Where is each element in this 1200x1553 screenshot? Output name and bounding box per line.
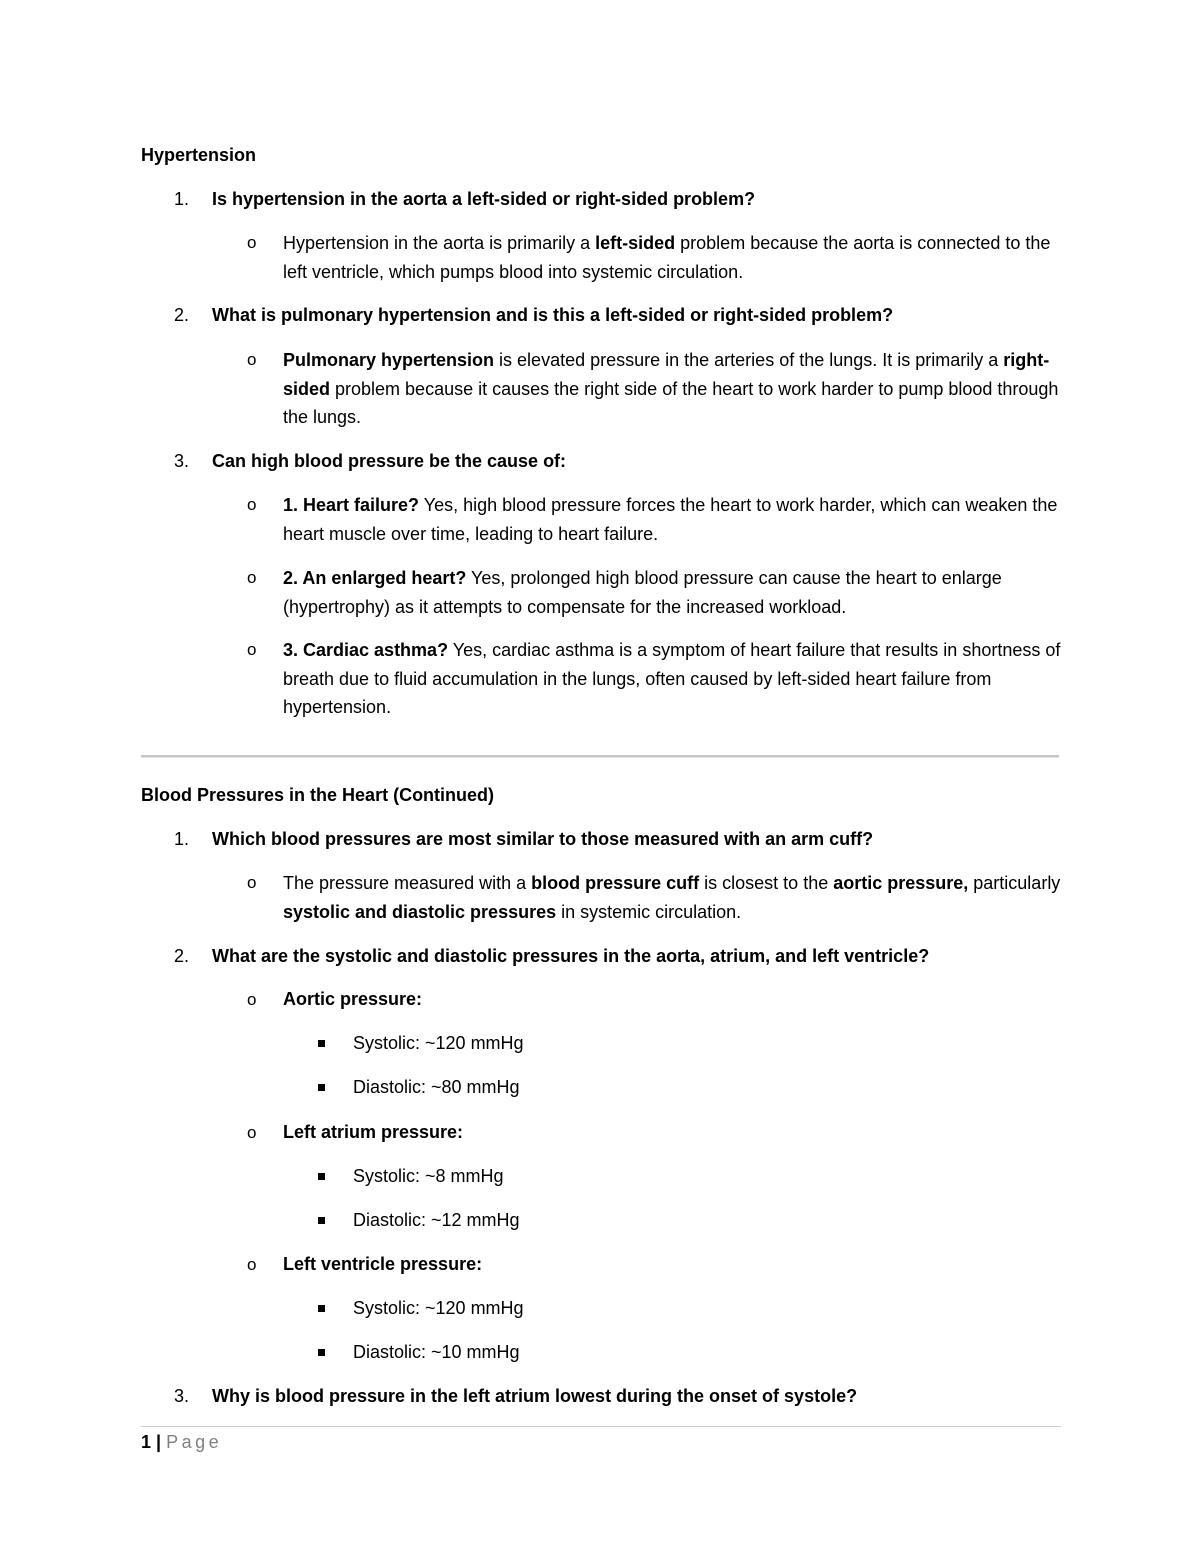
pressure-group-label: Left atrium pressure: [283,1122,464,1142]
answer-paragraph: Pulmonary hypertension is elevated pressure in the arteries of the lungs. It is primarily a right-sided problem because it causes the right side of the heart to work harder to pump blood through the lungs. [283,350,1059,427]
bullet-marker: o [247,233,257,252]
answer-paragraph: 1. Heart failure? Yes, high blood pressure forces the heart to work harder, which can weaken the heart muscle over time, leading to heart failure. [283,495,1058,544]
question-number: 3. [174,1386,190,1406]
bullet-marker: o [247,1123,257,1142]
question-text: What is pulmonary hypertension and is this a left-sided or right-sided problem? [212,305,894,325]
page-label: Page [166,1432,223,1452]
question-text: Can high blood pressure be the cause of: [212,451,567,471]
bullet-marker: o [247,495,257,514]
systolic-value: Systolic: ~120 mmHg [353,1298,524,1318]
square-bullet-icon [318,1349,325,1356]
answer-paragraph: Hypertension in the aorta is primarily a left-sided problem because the aorta is connected to the left ventricle, which pumps blood into systemic circulation. [283,233,1051,282]
diastolic-value: Diastolic: ~12 mmHg [353,1210,520,1230]
bullet-marker: o [247,1255,257,1274]
square-bullet-icon [318,1217,325,1224]
square-bullet-icon [318,1040,325,1047]
diastolic-value: Diastolic: ~10 mmHg [353,1342,520,1362]
square-bullet-icon [318,1084,325,1091]
question-number: 1. [174,189,190,209]
systolic-value: Systolic: ~8 mmHg [353,1166,504,1186]
page-footer [141,1432,222,1453]
bullet-marker: o [247,640,257,659]
pressure-group-label: Left ventricle pressure: [283,1254,483,1274]
answer-paragraph: 2. An enlarged heart? Yes, prolonged high blood pressure can cause the heart to enlarge (hypertrophy) as it attempts to compensate for the increased workload. [283,568,1002,617]
bullet-marker: o [247,350,257,369]
section-heading-blood-pressures: Blood Pressures in the Heart (Continued) [141,785,495,805]
section-heading-hypertension: Hypertension [141,145,257,165]
answer-paragraph: The pressure measured with a blood pressure cuff is closest to the aortic pressure, particularly systolic and diastolic pressures in systemic circulation. [283,873,1061,922]
answer-paragraph: 3. Cardiac asthma? Yes, cardiac asthma is a symptom of heart failure that results in shortness of breath due to fluid accumulation in the lungs, often caused by left-sided heart failure from hypertension. [283,640,1061,717]
square-bullet-icon [318,1173,325,1180]
question-text: What are the systolic and diastolic pressures in the aorta, atrium, and left ventricle? [212,946,930,966]
diastolic-value: Diastolic: ~80 mmHg [353,1077,520,1097]
question-text: Why is blood pressure in the left atrium lowest during the onset of systole? [212,1386,858,1406]
footer-divider [141,1426,1061,1427]
square-bullet-icon [318,1305,325,1312]
footer-separator: | [156,1432,162,1452]
horizontal-divider [141,755,1059,758]
question-number: 3. [174,451,190,471]
pressure-group-label: Aortic pressure: [283,989,423,1009]
bullet-marker: o [247,873,257,892]
question-number: 1. [174,829,190,849]
page-number: 1 [141,1432,152,1452]
question-text: Is hypertension in the aorta a left-sided or right-sided problem? [212,189,756,209]
systolic-value: Systolic: ~120 mmHg [353,1033,524,1053]
bullet-marker: o [247,568,257,587]
bullet-marker: o [247,990,257,1009]
question-number: 2. [174,305,190,325]
question-text: Which blood pressures are most similar to those measured with an arm cuff? [212,829,874,849]
question-number: 2. [174,946,190,966]
